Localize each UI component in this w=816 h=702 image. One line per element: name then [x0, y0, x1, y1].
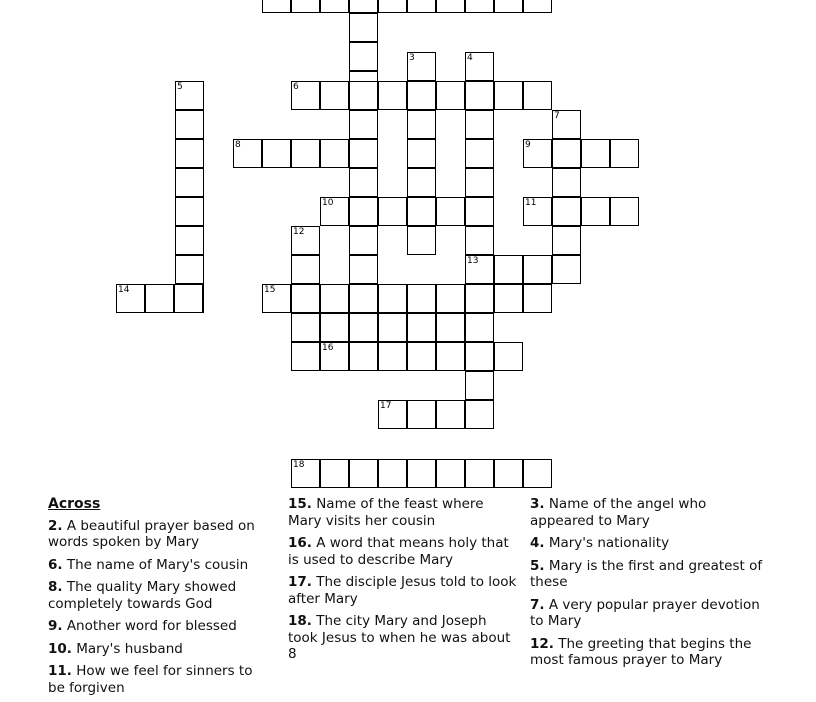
crossword-cell[interactable]: [349, 197, 378, 226]
clue-text: Name of the angel who appeared to Mary: [530, 496, 707, 529]
cell-number: 8: [235, 140, 241, 150]
crossword-cell[interactable]: [407, 0, 436, 13]
clue-number: 2.: [48, 517, 63, 534]
clue-text: The greeting that begins the most famous prayer to Mary: [530, 635, 752, 668]
crossword-cell[interactable]: [378, 284, 407, 313]
crossword-cell[interactable]: [349, 459, 378, 488]
clue-text: The quality Mary showed completely towards God: [48, 579, 237, 612]
clue-text: Name of the feast where Mary visits her cousin: [288, 496, 484, 529]
clues-column-1: [48, 496, 264, 702]
crossword-cell[interactable]: [291, 284, 320, 313]
clue-item: [48, 663, 264, 696]
crossword-cell[interactable]: [523, 255, 552, 284]
crossword-cell[interactable]: [407, 313, 436, 342]
crossword-cell[interactable]: [378, 313, 407, 342]
crossword-cell[interactable]: [552, 168, 581, 197]
crossword-cell[interactable]: [349, 139, 378, 168]
crossword-cell[interactable]: [494, 81, 523, 110]
clues-area: [0, 496, 816, 696]
clue-text: The city Mary and Joseph took Jesus to when he was about 8: [288, 613, 511, 662]
clue-text: Another word for blessed: [62, 618, 237, 634]
crossword-cell[interactable]: [320, 284, 349, 313]
crossword-cell[interactable]: [436, 284, 465, 313]
crossword-cell[interactable]: [610, 197, 639, 226]
clue-text: A very popular prayer devotion to Mary: [530, 596, 760, 629]
crossword-cell[interactable]: [552, 110, 581, 139]
crossword-cell[interactable]: [262, 0, 291, 13]
clue-number: 6.: [48, 556, 63, 573]
crossword-cell[interactable]: [320, 342, 349, 371]
clue-item: [530, 535, 770, 552]
crossword-cell[interactable]: [291, 255, 320, 284]
clue-item: [48, 579, 264, 612]
crossword-cell[interactable]: [175, 110, 204, 139]
crossword-cell[interactable]: [552, 226, 581, 255]
crossword-cell[interactable]: [407, 226, 436, 255]
crossword-cell[interactable]: [349, 42, 378, 71]
clue-number: 9.: [48, 618, 63, 634]
crossword-cell[interactable]: [465, 81, 494, 110]
crossword-cell[interactable]: [349, 110, 378, 139]
crossword-cell[interactable]: [291, 139, 320, 168]
clue-number: 11.: [48, 663, 72, 679]
crossword-cell[interactable]: [465, 52, 494, 81]
clue-number: 10.: [48, 640, 72, 657]
crossword-cell[interactable]: [465, 342, 494, 371]
crossword-cell[interactable]: [465, 110, 494, 139]
crossword-cell[interactable]: [465, 284, 494, 313]
crossword-cell[interactable]: [523, 139, 552, 168]
crossword-cell[interactable]: [175, 255, 204, 284]
crossword-cell[interactable]: [465, 255, 494, 284]
clues-column-2: [288, 496, 520, 669]
clue-number: 12.: [530, 635, 554, 652]
crossword-cell[interactable]: [523, 197, 552, 226]
clue-text: A beautiful prayer based on words spoken by Mary: [48, 517, 255, 550]
clue-item: [48, 557, 264, 574]
clue-number: 17.: [288, 574, 312, 590]
crossword-cell[interactable]: [349, 313, 378, 342]
clue-item: [288, 496, 520, 529]
crossword-cell[interactable]: [175, 139, 204, 168]
crossword-cell[interactable]: [436, 400, 465, 429]
cell-number: 13: [467, 256, 479, 266]
crossword-cell[interactable]: [523, 459, 552, 488]
crossword-cell[interactable]: [291, 226, 320, 255]
crossword-cell[interactable]: [581, 197, 610, 226]
clues-column-3: [530, 496, 770, 675]
crossword-cell[interactable]: [465, 197, 494, 226]
cell-number: 5: [177, 82, 183, 92]
clue-item: [288, 574, 520, 607]
crossword-cell[interactable]: [291, 459, 320, 488]
crossword-cell[interactable]: [494, 459, 523, 488]
clue-text: Mary's husband: [71, 640, 183, 657]
crossword-cell[interactable]: [494, 342, 523, 371]
crossword-cell[interactable]: [465, 313, 494, 342]
clue-text: The disciple Jesus told to look after Mary: [288, 574, 517, 607]
crossword-cell[interactable]: [175, 226, 204, 255]
crossword-cell[interactable]: [320, 139, 349, 168]
crossword-cell[interactable]: [465, 459, 494, 488]
crossword-cell[interactable]: [436, 313, 465, 342]
clue-text: The name of Mary's cousin: [62, 556, 249, 573]
crossword-cell[interactable]: [436, 459, 465, 488]
clue-text: A word that means holy that is used to describe Mary: [288, 535, 509, 568]
clue-item: [48, 618, 264, 635]
clue-item: [530, 496, 770, 529]
clue-number: 18.: [288, 613, 312, 629]
crossword-cell[interactable]: [407, 459, 436, 488]
crossword-cell[interactable]: [175, 168, 204, 197]
crossword-cell[interactable]: [378, 81, 407, 110]
crossword-cell[interactable]: [552, 139, 581, 168]
crossword-cell[interactable]: [349, 255, 378, 284]
clue-item: [288, 613, 520, 663]
crossword-cell[interactable]: [494, 284, 523, 313]
crossword-cell[interactable]: [436, 197, 465, 226]
crossword-cell[interactable]: [291, 81, 320, 110]
crossword-cell[interactable]: [349, 284, 378, 313]
crossword-cell[interactable]: [349, 226, 378, 255]
cell-number: 17: [380, 401, 392, 411]
crossword-cell[interactable]: [465, 139, 494, 168]
clue-item: [530, 636, 770, 669]
crossword-cell[interactable]: [407, 284, 436, 313]
crossword-cell[interactable]: [378, 400, 407, 429]
cell-number: 10: [322, 198, 334, 208]
crossword-cell[interactable]: [436, 81, 465, 110]
crossword-cell[interactable]: [407, 168, 436, 197]
crossword-cell[interactable]: [349, 81, 378, 110]
crossword-cell[interactable]: [291, 342, 320, 371]
clue-item: [48, 641, 264, 658]
clue-number: 8.: [48, 579, 63, 595]
crossword-cell[interactable]: [407, 342, 436, 371]
crossword-cell[interactable]: [523, 0, 552, 13]
crossword-cell[interactable]: [552, 255, 581, 284]
crossword-cell[interactable]: [262, 284, 291, 313]
crossword-cell[interactable]: [378, 0, 407, 13]
cell-number: 12: [293, 227, 305, 237]
crossword-cell[interactable]: [320, 0, 349, 13]
crossword-cell[interactable]: [407, 110, 436, 139]
crossword-cell[interactable]: [349, 0, 378, 13]
clue-item: [288, 535, 520, 568]
crossword-cell[interactable]: [407, 139, 436, 168]
clue-number: 5.: [530, 557, 545, 574]
crossword-cell[interactable]: [465, 0, 494, 13]
clue-item: [530, 558, 770, 591]
cell-number: 6: [293, 82, 299, 92]
cell-number: 9: [525, 140, 531, 150]
crossword-cell[interactable]: [407, 81, 436, 110]
clue-item: [530, 597, 770, 630]
crossword-cell[interactable]: [378, 197, 407, 226]
crossword-cell[interactable]: [436, 342, 465, 371]
cell-number: 15: [264, 285, 276, 295]
across-header: Across: [48, 496, 101, 512]
clue-item: [48, 518, 264, 551]
clue-number: 15.: [288, 496, 312, 512]
crossword-cell[interactable]: [349, 342, 378, 371]
cell-number: 7: [554, 111, 560, 121]
crossword-cell[interactable]: [465, 371, 494, 400]
crossword-cell[interactable]: [465, 226, 494, 255]
clue-text: How we feel for sinners to be forgiven: [48, 663, 253, 696]
crossword-cell[interactable]: [407, 400, 436, 429]
clue-text: Mary is the first and greatest of these: [530, 557, 763, 590]
crossword-cell[interactable]: [494, 255, 523, 284]
crossword-cell[interactable]: [175, 81, 204, 110]
crossword-cell[interactable]: [320, 459, 349, 488]
clue-text: Mary's nationality: [544, 535, 670, 551]
crossword-cell[interactable]: [552, 197, 581, 226]
crossword-cell[interactable]: [291, 0, 320, 13]
cell-number: 18: [293, 460, 305, 470]
clue-number: 3.: [530, 496, 545, 512]
crossword-cell[interactable]: [523, 81, 552, 110]
crossword-cell[interactable]: [378, 459, 407, 488]
crossword-cell[interactable]: [349, 13, 378, 42]
cell-number: 14: [118, 285, 130, 295]
crossword-cell[interactable]: [145, 284, 174, 313]
crossword-cell[interactable]: [407, 197, 436, 226]
crossword-cell[interactable]: [174, 284, 203, 313]
crossword-cell[interactable]: [320, 81, 349, 110]
crossword-cell[interactable]: [116, 284, 145, 313]
crossword-cell[interactable]: [349, 168, 378, 197]
crossword-cell[interactable]: [175, 197, 204, 226]
crossword-cell[interactable]: [407, 52, 436, 81]
cell-number: 4: [467, 53, 473, 63]
crossword-cell[interactable]: [320, 313, 349, 342]
crossword-cell[interactable]: [465, 168, 494, 197]
crossword-cell[interactable]: [465, 400, 494, 429]
crossword-cell[interactable]: [233, 139, 262, 168]
cell-number: 11: [525, 198, 537, 208]
cell-number: 3: [409, 53, 415, 63]
clue-number: 16.: [288, 535, 312, 551]
crossword-cell[interactable]: [523, 284, 552, 313]
crossword-cell[interactable]: [436, 0, 465, 13]
crossword-cell[interactable]: [262, 139, 291, 168]
cell-number: 16: [322, 343, 334, 353]
crossword-cell[interactable]: [610, 139, 639, 168]
crossword-cell[interactable]: [291, 313, 320, 342]
crossword-cell[interactable]: [320, 197, 349, 226]
clue-number: 7.: [530, 596, 545, 613]
crossword-cell[interactable]: [378, 342, 407, 371]
crossword-cell[interactable]: [581, 139, 610, 168]
crossword-cell[interactable]: [494, 0, 523, 13]
clue-number: 4.: [530, 535, 545, 551]
